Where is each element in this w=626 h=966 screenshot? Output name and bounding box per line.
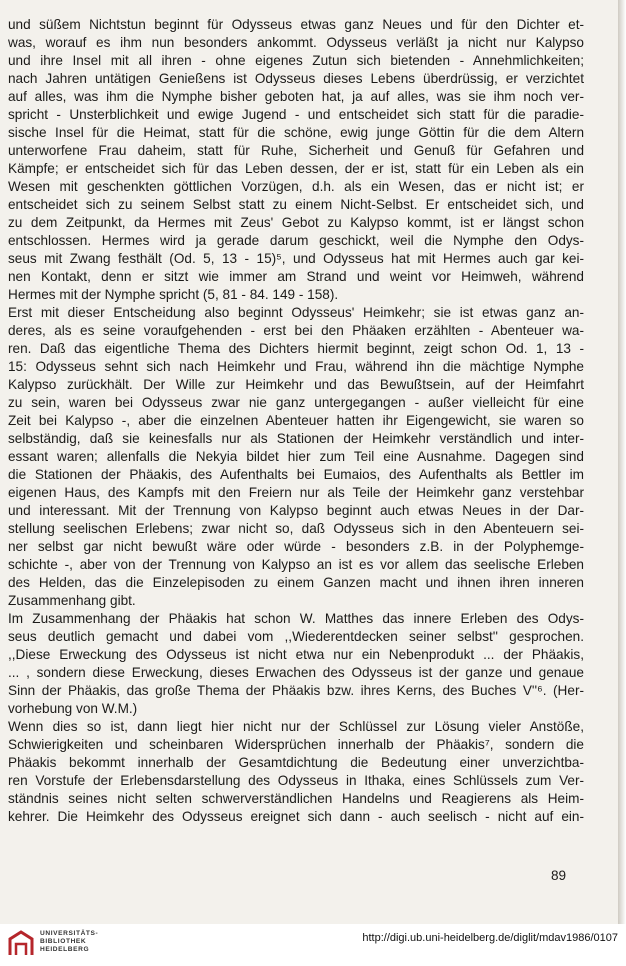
text-line: seus mit Zwang festhält (Od. 5, 13 - 15)⁵, und Odysseus hat mit Hermes auch gar kei- [8,251,584,266]
text-line: auf alles, was ihm die Nymphe bisher geboten hat, ja auf alles, was sie ihm noch ver- [8,89,584,104]
text-line: eigenen Haus, des Kampfs mit den Freiern nur als Teile der Heimkehr ganz verstehbar [8,485,584,500]
text-line: zu dem Zeitpunkt, da Hermes mit Zeus' Gebot zu Kalypso kommt, ist er längst schon [8,215,584,230]
text-line: kehrer. Die Heimkehr des Odysseus ereignet sich dann - auch seelisch - nicht auf ein- [8,809,584,824]
text-line: selbständig, daß sie keinesfalls nur als Stationen der Heimkehr verständlich und inter- [8,431,584,446]
text-line: nach Jahren untätigen Genießens ist Odysseus dieses Lebens überdrüssig, er verzichtet [8,71,584,86]
text-line: Sinn der Phäakis, das große Thema der Phäakis bzw. ihres Kerns, des Buches V''⁶. (Her- [8,683,584,698]
page-number: 89 [551,868,567,883]
text-line: zu sein, waren bei Odysseus zwar nie ganz untergegangen - außer vielleicht für eine [8,395,584,410]
text-line: entscheidet sich zu seinem Selbst statt zu einem Nicht-Selbst. Er entscheidet sich, und [8,197,584,212]
university-library-logo-icon [6,929,36,959]
text-line: vorhebung von W.M.) [8,701,138,716]
text-line: die Stationen der Phäakis, des Aufenthalts bei Eumaios, des Aufenthalts als Bettler im [8,467,584,482]
text-line: Erst mit dieser Entscheidung also beginnt Odysseus' Heimkehr; sie ist etwas ganz an- [8,305,584,320]
text-line: Zusammenhang gibt. [8,593,136,608]
text-line: und süßem Nichtstun beginnt für Odysseus etwas ganz Neues und für den Dichter et- [8,17,584,32]
text-line: unterworfene Frau daheim, statt für Ruhe, Sicherheit und Genuß für Gefahren und [8,143,584,158]
footer-bar [0,924,626,966]
text-line: Zeit bei Kalypso -, aber die einzelnen Abenteuer hatten ihr Eigengewicht, sie waren so [8,413,584,428]
text-line: Kämpfe; er entscheidet sich für das Leben dessen, der er ist, statt für ein Leben als ein [8,161,584,176]
logo-line: HEIDELBERG [40,946,90,953]
text-line: ren. Daß das eigentliche Thema des Dichters hiermit beginnt, zeigt schon Od. 1, 13 - [8,341,584,356]
page-edge-shadow [618,0,626,924]
text-line: schichte -, aber von der Trennung von Kalypso an ist es vor allem das seelische Erleben [8,557,584,572]
text-line: ständnis seines nicht selten schwerverständlichen Handelns und Reagierens als Heim- [8,791,584,806]
text-line: Wesen mit geschenkten göttlichen Vorzügen, d.h. als ein Wesen, das er nicht ist; er [8,179,584,194]
text-line: Im Zusammenhang der Phäakis hat schon W. Matthes das innere Erleben des Odys- [8,611,584,626]
text-line: deres, als es seine voraufgehenden - erst bei den Phäaken erzählten - Abenteuer wa- [8,323,584,338]
text-line: des Helden, das die Einzelepisoden zu einem Ganzen macht und ihnen ihren inneren [8,575,584,590]
text-line: essant waren; allenfalls die Nekyia bildet hier zum Teil eine Ausnahme. Dagegen sind [8,449,584,464]
text-line: ner selbst gar nicht bewußt wäre oder würde - besonders z.B. in der Polyphemge- [8,539,584,554]
text-line: entschlossen. Hermes wird ja gerade darum geschickt, weil die Nymphe den Odys- [8,233,584,248]
text-line: ,,Diese Erweckung des Odysseus ist nicht etwa nur ein Nebenprodukt ... der Phäakis, [8,647,584,662]
logo-line: BIBLIOTHEK [40,938,87,945]
text-line: spricht - Unsterblichkeit und ewige Jugend - und entscheidet sich statt für die paradie- [8,107,584,122]
source-url-link[interactable]: http://digi.ub.uni-heidelberg.de/diglit/mdav1986/0107 [362,932,618,944]
text-line: seus deutlich gemacht und dabei vom ,,Wiederentdecken seiner selbst'' gesprochen. [8,629,584,644]
text-line: sische Insel für die Heimat, statt für die schöne, ewig junge Göttin für die dem Altern [8,125,584,140]
text-line: stellung seelischen Erlebens; zwar nicht so, daß Odysseus sich in den Abenteuern sei- [8,521,584,536]
body-text [8,16,584,826]
text-line: 15: Odysseus sehnt sich nach Heimkehr und Frau, während ihn die mächtige Nymphe [8,359,584,374]
text-line: Kalypso zurückhält. Der Wille zur Heimkehr und das Bewußtsein, auf der Heimfahrt [8,377,584,392]
text-line: und interessant. Mit der Trennung von Kalypso beginnt auch etwas Neues in der Dar- [8,503,584,518]
text-line: Hermes mit der Nymphe spricht (5, 81 - 84. 149 - 158). [8,287,339,302]
text-line: Wenn dies so ist, dann liegt hier nicht nur der Schlüssel zur Lösung vieler Anstöße, [8,719,584,734]
text-line: und ihre Insel mit all ihren - ohne eigenes Zutun sich bietenden - Annehmlichkeiten; [8,53,584,68]
text-line: ... , sondern diese Erweckung, dieses Erwachen des Odysseus ist der ganze und genaue [8,665,584,680]
text-line: was, worauf es ihm nun besonders ankommt. Odysseus verläßt ja nicht nur Kalypso [8,35,584,50]
text-line: ren Vorstufe der Erlebensdarstellung des Odysseus in Ithaka, eines Schlüssels zum Ver- [8,773,584,788]
text-line: nen Kontakt, denn er sitzt wie immer am Strand und weint vor Heimweh, während [8,269,584,284]
library-logo-text [40,930,98,954]
logo-line: UNIVERSITÄTS- [40,930,99,937]
text-line: Phäakis bekommt innerhalb der Gesamtdichtung die Bedeutung einer unverzichtba- [8,755,584,770]
text-line: Schwierigkeiten und scheinbaren Widersprüchen innerhalb der Phäakis⁷, sondern die [8,737,584,752]
